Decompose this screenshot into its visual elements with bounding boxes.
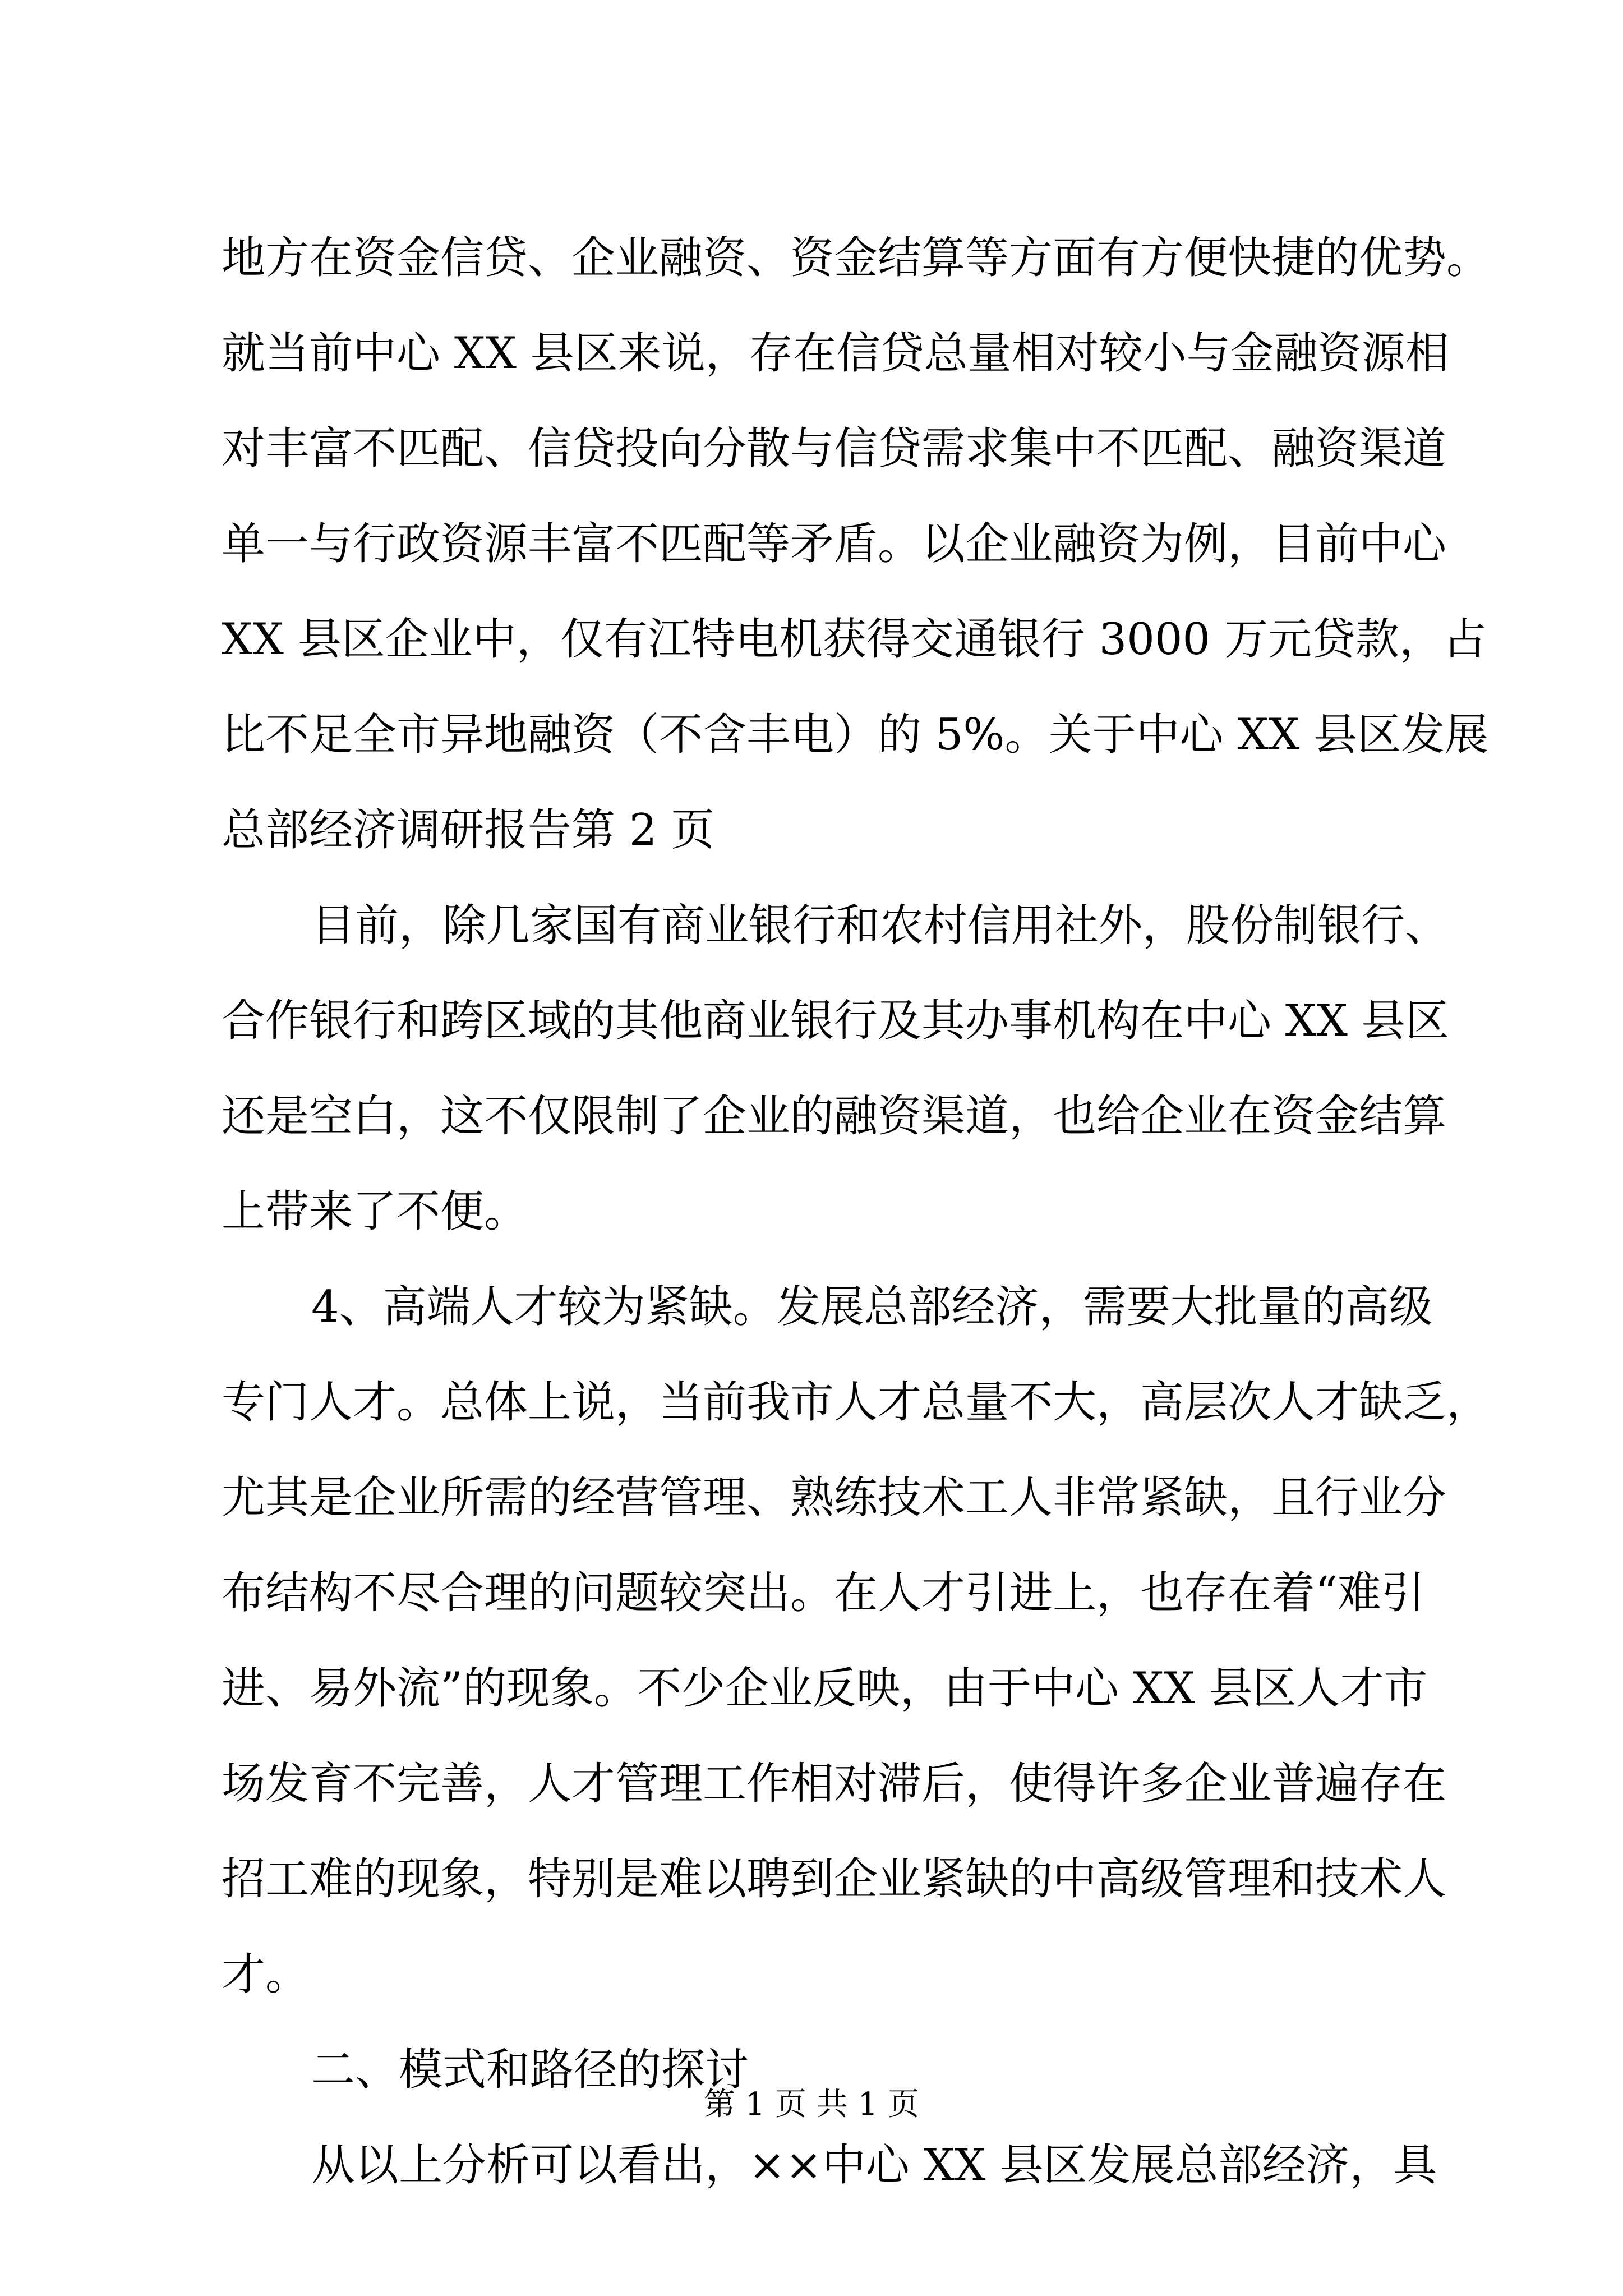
body-line: 进、易外流”的现象。不少企业反映，由于中心 XX 县区人才市 bbox=[222, 1663, 1428, 1714]
body-line: 尤其是企业所需的经营管理、熟练技术工人非常紧缺，且行业分 bbox=[222, 1473, 1447, 1523]
body-line: 场发育不完善，人才管理工作相对滞后，使得许多企业普遍存在 bbox=[222, 1759, 1447, 1809]
page-footer: 第 1 页 共 1 页 bbox=[703, 2086, 920, 2123]
paragraph-first-line: 从以上分析可以看出，××中心 XX 县区发展总部经济，具 bbox=[311, 2140, 1437, 2191]
body-line: 对丰富不匹配、信贷投向分散与信贷需求集中不匹配、融资渠道 bbox=[222, 424, 1447, 474]
body-line: 才。 bbox=[222, 1949, 310, 2000]
section-heading: 二、模式和路径的探讨 bbox=[311, 2045, 749, 2095]
body-line: 招工难的现象，特别是难以聘到企业紧缺的中高级管理和技术人 bbox=[222, 1854, 1447, 1904]
body-line: 就当前中心 XX 县区来说，存在信贷总量相对较小与金融资源相 bbox=[222, 328, 1449, 379]
body-line: XX 县区企业中，仅有江特电机获得交通银行 3000 万元贷款，占 bbox=[222, 614, 1487, 665]
body-line: 专门人才。总体上说，当前我市人才总量不大，高层次人才缺乏， bbox=[222, 1377, 1491, 1428]
body-line: 上带来了不便。 bbox=[222, 1186, 528, 1237]
body-line: 地方在资金信贷、企业融资、资金结算等方面有方便快捷的优势。 bbox=[222, 233, 1491, 283]
body-line: 合作银行和跨区域的其他商业银行及其办事机构在中心 XX 县区 bbox=[222, 996, 1449, 1046]
body-line: 还是空白，这不仅限制了企业的融资渠道，也给企业在资金结算 bbox=[222, 1091, 1447, 1142]
body-line: 比不足全市异地融资（不含丰电）的 5%。关于中心 XX 县区发展 bbox=[222, 710, 1489, 760]
body-line: 单一与行政资源丰富不匹配等矛盾。以企业融资为例，目前中心 bbox=[222, 519, 1447, 569]
paragraph-first-line: 4、高端人才较为紧缺。发展总部经济，需要大批量的高级 bbox=[311, 1282, 1433, 1332]
body-line: 布结构不尽合理的问题较突出。在人才引进上，也存在着“难引 bbox=[222, 1568, 1425, 1618]
paragraph-first-line: 目前，除几家国有商业银行和农村信用社外，股份制银行、 bbox=[311, 900, 1449, 951]
body-line: 总部经济调研报告第 2 页 bbox=[222, 805, 715, 855]
